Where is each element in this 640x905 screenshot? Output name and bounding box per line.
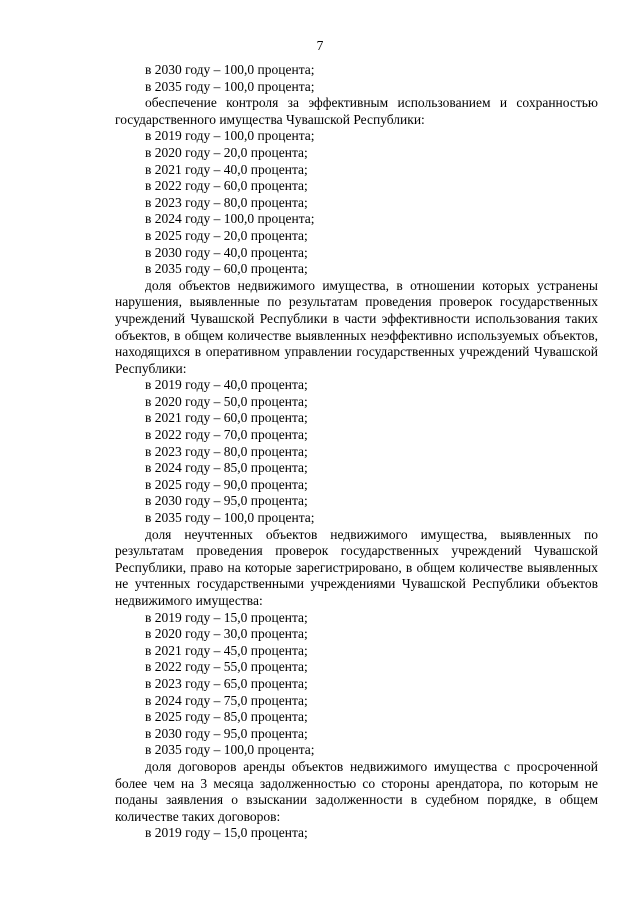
indicator-line: в 2023 году – 65,0 процента; [145,675,308,691]
indicator-line: в 2021 году – 60,0 процента; [145,410,308,426]
indicator-line: в 2021 году – 40,0 процента; [145,161,308,177]
indicator-line: в 2022 году – 70,0 процента; [145,427,308,443]
indicator-line: в 2025 году – 85,0 процента; [145,709,308,725]
indicator-line: в 2021 году – 45,0 процента; [145,642,308,658]
indicator-line: в 2030 году – 95,0 процента; [145,493,308,509]
indicator-line: в 2020 году – 50,0 процента; [145,393,308,409]
indicator-line: в 2020 году – 30,0 процента; [145,626,308,642]
indicator-line: в 2024 году – 100,0 процента; [145,211,315,227]
indicator-line: в 2030 году – 40,0 процента; [145,244,308,260]
indicator-line: в 2035 году – 100,0 процента; [145,742,315,758]
document-body [115,62,598,842]
indicator-line: в 2019 году – 15,0 процента; [145,609,308,625]
indicator-line: в 2025 году – 90,0 процента; [145,476,308,492]
indicator-line: в 2035 году – 100,0 процента; [145,510,315,526]
page-number: 7 [316,38,324,53]
indicator-line: в 2023 году – 80,0 процента; [145,443,308,459]
indicator-line: в 2035 году – 100,0 процента; [145,78,315,94]
indicator-line: в 2019 году – 100,0 процента; [145,128,315,144]
indicator-line: в 2023 году – 80,0 процента; [145,194,308,210]
indicator-line: в 2025 году – 20,0 процента; [145,227,308,243]
paragraph: доля договоров аренды объектов недвижимого имущества с просроченной более чем на 3 месяца задолженностью со стороны арендатора, по которым не поданы заявления о взыскании задолженности в судебном порядке, в общем количестве таких договоров: [115,758,598,824]
indicator-line: в 2020 году – 20,0 процента; [145,144,308,160]
paragraph: доля объектов недвижимого имущества, в отношении которых устранены нарушения, выявленные по результатам проведения проверок государственных учреждений Чувашской Республики в части эффективности использования таких объектов, в общем количестве выявленных неэффективно используемых объектов, находящихся в оперативном управлении государственных учреждений Чувашской Республики: [115,277,598,376]
indicator-line: в 2022 году – 60,0 процента; [145,178,308,194]
paragraph: обеспечение контроля за эффективным использованием и сохранностью государственного имущества Чувашской Республики: [115,95,598,127]
indicator-line: в 2019 году – 40,0 процента; [145,377,308,393]
indicator-line: в 2024 году – 75,0 процента; [145,692,308,708]
indicator-line: в 2019 году – 15,0 процента; [145,825,308,841]
indicator-line: в 2024 году – 85,0 процента; [145,460,308,476]
paragraph: доля неучтенных объектов недвижимого имущества, выявленных по результатам проведения проверок государственных учреждений Чувашской Республики, право на которые зарегистрировано, в общем количестве выявленных не учтенных государственными учреждениями Чувашской Республики объектов недвижимого имущества: [115,526,598,608]
indicator-line: в 2030 году – 95,0 процента; [145,725,308,741]
indicator-line: в 2035 году – 60,0 процента; [145,261,308,277]
indicator-line: в 2030 году – 100,0 процента; [145,62,315,77]
indicator-line: в 2022 году – 55,0 процента; [145,659,308,675]
